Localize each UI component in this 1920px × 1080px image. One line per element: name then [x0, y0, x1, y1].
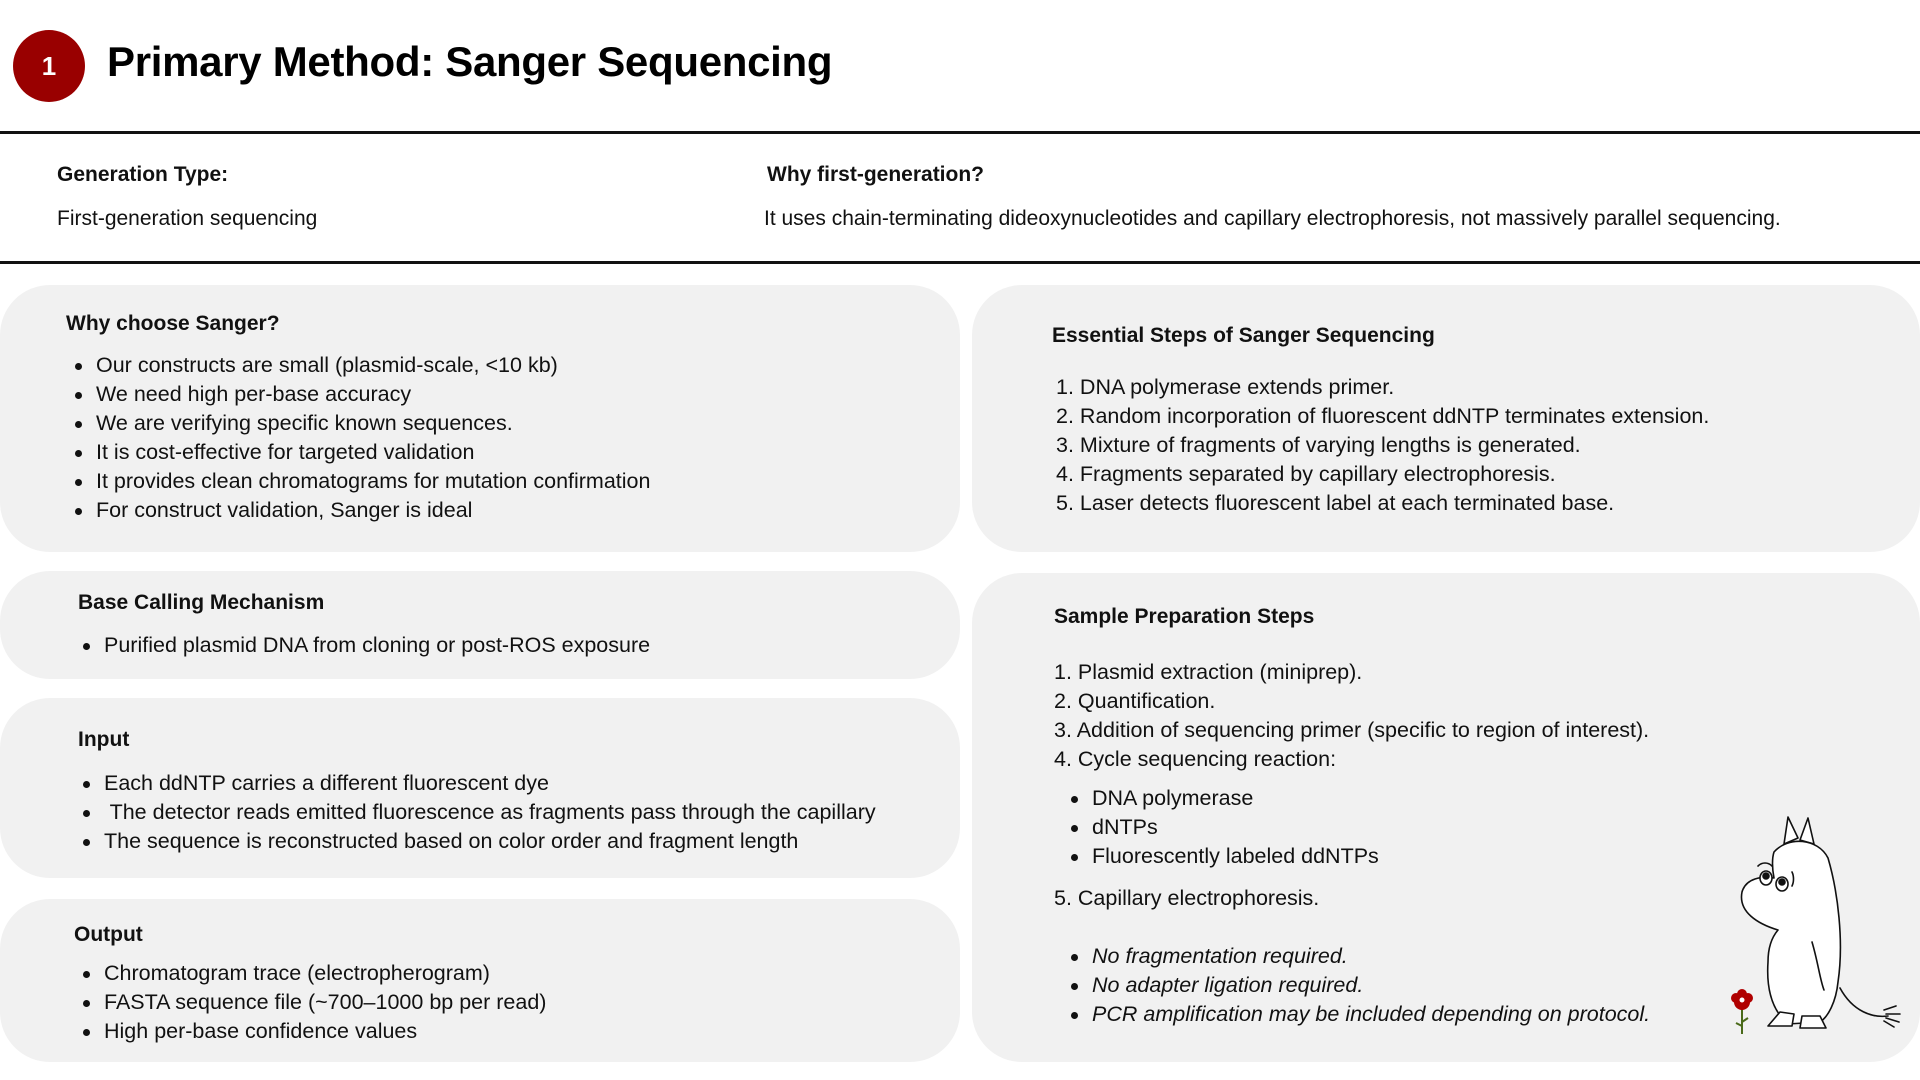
badge-number: 1: [41, 50, 57, 81]
list-item: We are verifying specific known sequences.: [72, 409, 650, 438]
top-divider: [0, 131, 1920, 134]
output-card: [0, 899, 960, 1062]
why-choose-list: [72, 351, 650, 525]
base-calling-card: [0, 571, 960, 679]
card-heading: Why choose Sanger?: [66, 312, 280, 335]
card-heading: Output: [74, 923, 143, 946]
list-item: [1056, 431, 1709, 460]
generation-type-value: First-generation sequencing: [57, 207, 318, 230]
list-item: 3. Addition of sequencing primer (specific to region of interest).: [1054, 718, 1650, 742]
card-heading: Sample Preparation Steps: [1054, 605, 1315, 628]
card-heading: Base Calling Mechanism: [78, 591, 325, 614]
list-item: No adapter ligation required.: [1068, 971, 1650, 1000]
why-choose-sanger-card: [0, 285, 960, 552]
list-item: The detector reads emitted fluorescence as fragments pass through the capillary: [80, 798, 876, 827]
list-item: High per-base confidence values: [80, 1017, 546, 1046]
step-number: 5.: [1056, 491, 1074, 515]
list-item: Fluorescently labeled ddNTPs: [1068, 842, 1379, 871]
list-item: [1056, 489, 1709, 518]
step-text: DNA polymerase extends primer.: [1079, 375, 1395, 399]
list-item: It is cost-effective for targeted validation: [72, 438, 650, 467]
list-item: Purified plasmid DNA from cloning or post-ROS exposure: [80, 631, 650, 660]
list-item: 4. Cycle sequencing reaction:: [1054, 747, 1337, 771]
list-item: We need high per-base accuracy: [72, 380, 650, 409]
card-heading: Essential Steps of Sanger Sequencing: [1052, 324, 1435, 347]
moomin-character-icon: [1728, 812, 1904, 1034]
list-item: It provides clean chromatograms for mutation confirmation: [72, 467, 650, 496]
step-number: 2.: [1056, 404, 1074, 428]
list-item: No fragmentation required.: [1068, 942, 1650, 971]
list-item: Our constructs are small (plasmid-scale, <10 kb): [72, 351, 650, 380]
why-first-generation-value: It uses chain-terminating dideoxynucleotides and capillary electrophoresis, not massively parallel sequencing.: [764, 207, 1781, 230]
list-item: DNA polymerase: [1068, 784, 1379, 813]
step-number: 1.: [1056, 375, 1074, 399]
list-item: FASTA sequence file (~700–1000 bp per read): [80, 988, 546, 1017]
list-item: 1. Plasmid extraction (miniprep).: [1054, 660, 1363, 684]
input-list: [80, 769, 876, 856]
sample-prep-notes: [1068, 942, 1650, 1029]
step-text: Mixture of fragments of varying lengths is generated.: [1079, 433, 1581, 457]
sample-prep-final-step: [1054, 884, 1319, 913]
card-heading: Input: [78, 728, 130, 751]
step-number: 4.: [1056, 462, 1074, 486]
list-item: [1056, 460, 1709, 489]
step-text: Laser detects fluorescent label at each terminated base.: [1079, 491, 1615, 515]
reaction-components-list: [1068, 784, 1379, 871]
step-text: Random incorporation of fluorescent ddNTP terminates extension.: [1079, 404, 1710, 428]
generation-type-label: Generation Type:: [57, 163, 229, 186]
list-item: 2. Quantification.: [1054, 689, 1216, 713]
step-text: Fragments separated by capillary electrophoresis.: [1079, 462, 1556, 486]
bottom-divider: [0, 261, 1920, 264]
why-first-generation-label: Why first-generation?: [767, 163, 985, 186]
page-title: Primary Method: Sanger Sequencing: [107, 38, 833, 85]
base-calling-list: [80, 631, 650, 660]
list-item: The sequence is reconstructed based on color order and fragment length: [80, 827, 876, 856]
flower-icon: [1731, 989, 1753, 1034]
step-number: 3.: [1056, 433, 1074, 457]
input-card: [0, 698, 960, 878]
list-item: [1056, 402, 1709, 431]
list-item: 5. Capillary electrophoresis.: [1054, 886, 1320, 910]
essential-steps-list: [1056, 373, 1709, 518]
essential-steps-card: [972, 285, 1920, 552]
list-item: For construct validation, Sanger is ideal: [72, 496, 650, 525]
list-item: [1056, 373, 1709, 402]
list-item: PCR amplification may be included depending on protocol.: [1068, 1000, 1650, 1029]
list-item: Each ddNTP carries a different fluorescent dye: [80, 769, 876, 798]
list-item: Chromatogram trace (electropherogram): [80, 959, 546, 988]
sample-prep-steps: [1054, 658, 1649, 774]
section-number-badge: [13, 30, 85, 102]
list-item: dNTPs: [1068, 813, 1379, 842]
output-list: [80, 959, 546, 1046]
